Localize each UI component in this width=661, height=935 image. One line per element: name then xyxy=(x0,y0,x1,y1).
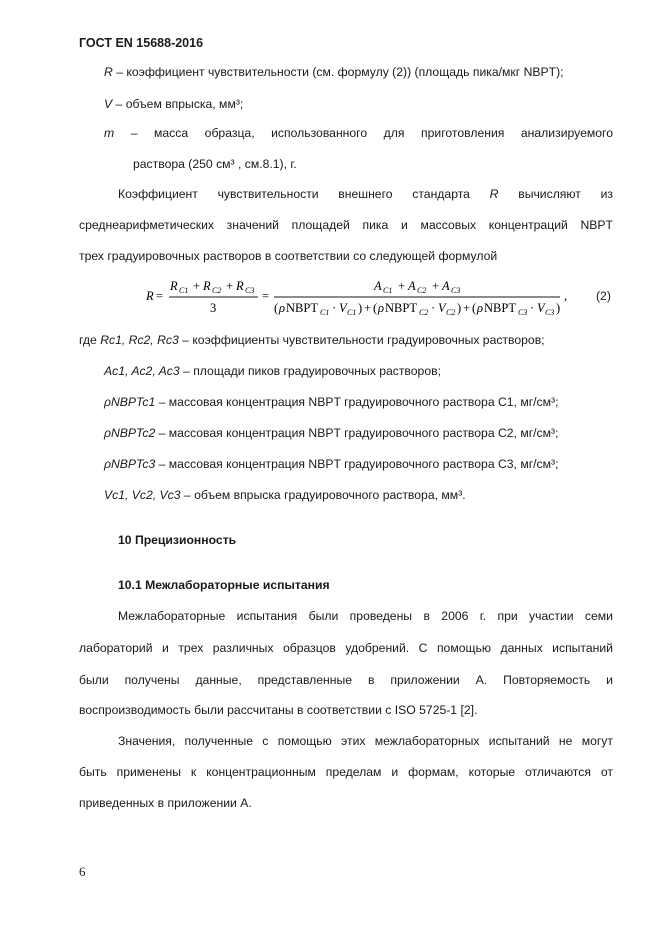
def-rc-items: Rс1, Rс2, Rс3 xyxy=(100,333,179,347)
formula-eq1: = xyxy=(156,289,164,303)
g1-dot: · xyxy=(332,301,337,315)
f1-r1: R xyxy=(170,279,178,293)
g1-nbpt: NBPT xyxy=(286,301,318,315)
f1-r3-sub: C3 xyxy=(245,286,255,295)
f2-den-group2 xyxy=(373,301,461,317)
def-r-text: – коэффициент чувствительности (см. формулу (2)) (площадь пика/мкг NBPT); xyxy=(112,65,564,79)
g2-nbpt: NBPT xyxy=(385,301,417,315)
equation-number: (2) xyxy=(596,289,611,303)
g2-v-sub: C2 xyxy=(446,308,456,317)
def-v-text: – объем впрыска, мм³; xyxy=(112,97,244,111)
f2-den-plus1: + xyxy=(364,301,372,315)
g1-v: V xyxy=(339,301,347,315)
g2-sub: C2 xyxy=(419,308,429,317)
def-r-symbol: R xyxy=(104,65,113,79)
def-rho-c3-text: – массовая концентрация NBPT градуировочного раствора С3, мг/см³; xyxy=(155,457,559,471)
p1-line4: воспроизводимость были рассчитаны в соответствии с ISO 5725-1 [2]. xyxy=(79,703,478,717)
para-r-line2: среднеарифметических значений площадей пика и массовых концентраций NBPT xyxy=(79,218,613,232)
def-rho-c2 xyxy=(104,426,558,440)
def-vc-text: – объем впрыска градуировочного раствора, мм³. xyxy=(180,488,466,502)
def-vc-items: Vc1, Vc2, Vc3 xyxy=(104,488,181,502)
p1-line3: были получены данные, представленные в приложении А. Повторяемость и xyxy=(79,673,613,687)
f1-r1-sub: C1 xyxy=(179,286,189,295)
def-r xyxy=(104,65,564,79)
def-m-cont: раствора (250 см³ , см.8.1), г. xyxy=(133,157,297,171)
f1-r2-sub: C2 xyxy=(212,286,222,295)
def-m-symbol: m xyxy=(104,126,115,140)
def-v xyxy=(104,97,243,111)
formula-eq2: = xyxy=(262,289,270,303)
para-r-line1-b: вычисляют из xyxy=(498,187,613,201)
def-rho-c2-text: – массовая концентрация NBPT градуировочного раствора С2, мг/см³; xyxy=(155,426,559,440)
g2-rho: ρ xyxy=(378,301,384,315)
def-rc xyxy=(79,333,545,347)
g1-v-sub: C1 xyxy=(347,308,357,317)
def-rho-c1-sym: ρNBPTc1 xyxy=(104,395,156,409)
p1-line1: Межлабораторные испытания были проведены в 2006 г. при участии семи xyxy=(118,609,613,623)
p2-line2: быть применены к концентрационным пределам и формам, которые отличаются от xyxy=(79,765,613,779)
formula-lhs: R xyxy=(146,289,154,303)
def-ac-text: – площади пиков градуировочных растворов; xyxy=(179,364,441,378)
f2-plus1: + xyxy=(398,279,406,293)
formula-2 xyxy=(140,276,620,322)
para-r-line1-a: Коэффициент чувствительности внешнего стандарта xyxy=(118,187,490,201)
g3-nbpt: NBPT xyxy=(484,301,516,315)
f2-a3: A xyxy=(442,279,450,293)
g3-rho: ρ xyxy=(477,301,483,315)
p2-line3: приведенных в приложении А. xyxy=(79,796,252,810)
formula-svg xyxy=(140,276,620,322)
g3-v: V xyxy=(537,301,545,315)
g2-v: V xyxy=(438,301,446,315)
section-10-title: 10 Прецизионность xyxy=(118,533,237,547)
g1-rho: ρ xyxy=(279,301,285,315)
def-v-symbol: V xyxy=(104,97,113,111)
def-rc-text: – коэффициенты чувствительности градуировочных растворов; xyxy=(178,333,545,347)
def-m-text: – масса образца, использованного для приготовления анализируемого xyxy=(114,126,613,140)
g2-dot: · xyxy=(431,301,436,315)
f2-plus2: + xyxy=(432,279,440,293)
formula-comma: , xyxy=(564,289,568,303)
def-rho-c3 xyxy=(104,457,558,471)
def-vc xyxy=(104,488,466,502)
document-code: ГОСТ EN 15688-2016 xyxy=(79,36,204,50)
f1-r2: R xyxy=(203,279,211,293)
def-ac-items: Ac1, Ac2, Ac3 xyxy=(104,364,180,378)
g1-sub: C1 xyxy=(320,308,330,317)
f1-plus1: + xyxy=(193,279,201,293)
para-r-symbol: R xyxy=(489,187,499,201)
g1-open: ( xyxy=(274,301,279,315)
f1-plus2: + xyxy=(226,279,234,293)
g2-close: ) xyxy=(457,301,462,315)
def-rc-lead: где xyxy=(79,333,101,347)
f2-den-group1 xyxy=(274,301,362,317)
def-rho-c3-sym: ρNBPTc3 xyxy=(104,457,156,471)
g1-close: ) xyxy=(358,301,363,315)
p1-line2: лабораторий и трех различных образцов удобрений. С помощью данных испытаний xyxy=(79,641,613,655)
f2-den-group3 xyxy=(472,301,560,317)
g2-open: ( xyxy=(373,301,378,315)
f2-a3-sub: C3 xyxy=(451,286,461,295)
g3-open: ( xyxy=(472,301,477,315)
def-ac xyxy=(104,364,441,378)
f2-den-plus2: + xyxy=(463,301,471,315)
def-m xyxy=(104,126,613,140)
def-rho-c1-text: – массовая концентрация NBPT градуировочного раствора С1, мг/см³; xyxy=(155,395,559,409)
f2-a2: A xyxy=(408,279,416,293)
p2-line1: Значения, полученные с помощью этих межлабораторных испытаний не могут xyxy=(118,734,613,748)
para-r-line3: трех градуировочных растворов в соответствии со следующей формулой xyxy=(79,249,498,263)
def-rho-c2-sym: ρNBPTc2 xyxy=(104,426,156,440)
f1-denominator: 3 xyxy=(210,301,217,315)
f2-a1: A xyxy=(374,279,382,293)
f2-a1-sub: C1 xyxy=(383,286,393,295)
g3-dot: · xyxy=(530,301,535,315)
g3-v-sub: C3 xyxy=(545,308,555,317)
def-rho-c1 xyxy=(104,395,558,409)
g3-close: ) xyxy=(556,301,561,315)
f2-a2-sub: C2 xyxy=(417,286,427,295)
f1-r3: R xyxy=(236,279,244,293)
section-10-1-title: 10.1 Межлабораторные испытания xyxy=(118,578,330,592)
para-r-line1 xyxy=(118,187,613,201)
page-number: 6 xyxy=(79,864,86,879)
g3-sub: C3 xyxy=(518,308,528,317)
